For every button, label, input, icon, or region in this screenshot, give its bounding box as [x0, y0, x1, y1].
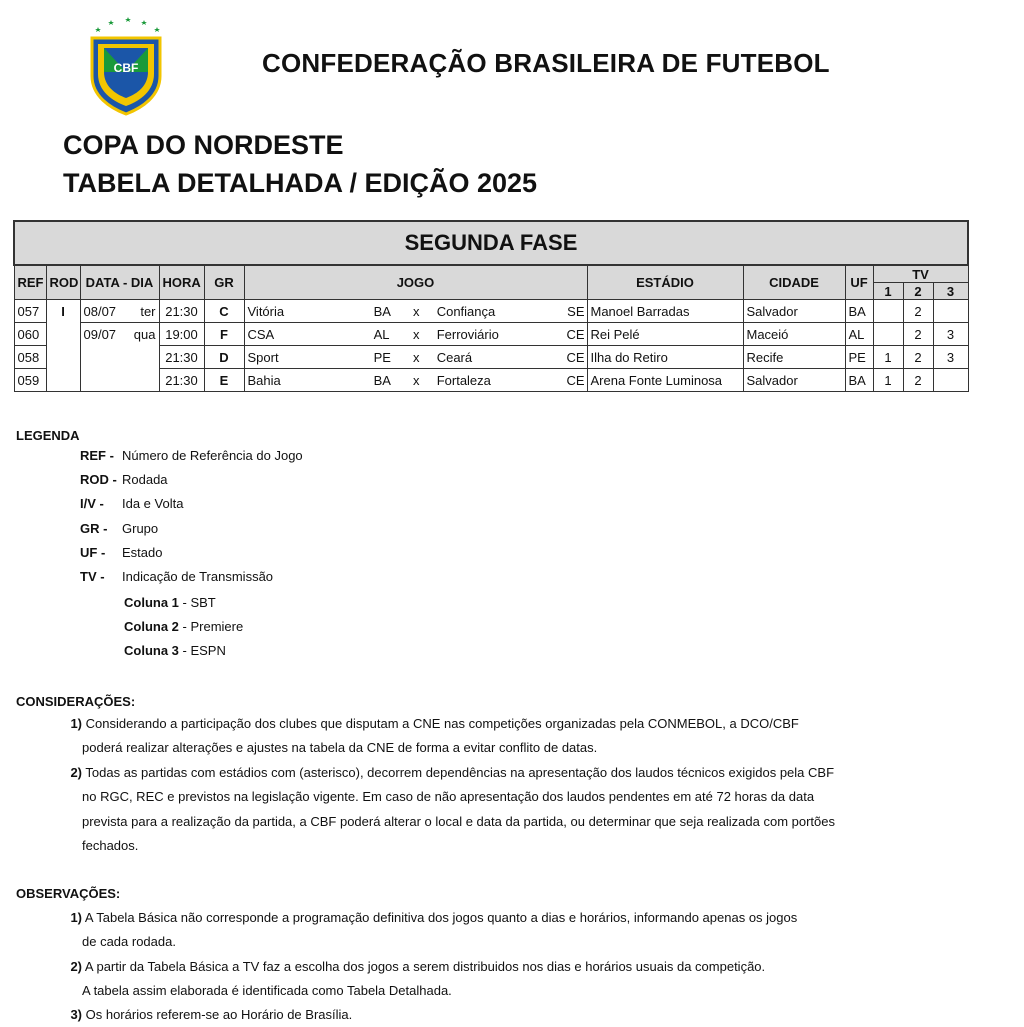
home-team: Vitória — [247, 303, 285, 319]
legend-text: Grupo — [122, 521, 159, 536]
organization-name: CONFEDERAÇÃO BRASILEIRA DE FUTEBOL — [262, 48, 830, 78]
cell-estadio: Ilha do Retiro — [587, 346, 743, 369]
cell-cidade: Maceió — [743, 323, 845, 346]
col-gr: GR — [204, 265, 244, 300]
col-ref: REF — [14, 265, 46, 300]
observacoes-heading: OBSERVAÇÕES: — [16, 886, 121, 901]
cell-uf: BA — [845, 369, 873, 392]
cell-estadio: Manoel Barradas — [587, 300, 743, 323]
observacao-item — [60, 906, 960, 955]
item-line: Os horários referem-se ao Horário de Brasília. — [85, 1007, 353, 1022]
date-value: 08/07 — [83, 303, 117, 319]
cell-rod: I — [46, 300, 80, 323]
schedule-table — [13, 220, 969, 392]
legenda-heading: LEGENDA — [16, 428, 80, 443]
away-team: Ceará — [436, 349, 473, 365]
cell-hora: 21:30 — [159, 346, 204, 369]
versus: x — [413, 372, 420, 388]
cell-hora: 21:30 — [159, 300, 204, 323]
logo-text: CBF — [113, 61, 139, 75]
col-jogo: JOGO — [244, 265, 587, 300]
cell-ref: 058 — [14, 346, 46, 369]
cell-tv-2: 2 — [903, 346, 933, 369]
cell-tv-1: 1 — [873, 369, 903, 392]
cell-tv-2: 2 — [903, 323, 933, 346]
legend-item — [80, 569, 273, 584]
item-number: 1) — [70, 910, 82, 925]
versus: x — [413, 349, 420, 365]
legend-key: GR - — [80, 521, 108, 536]
col-hora: HORA — [159, 265, 204, 300]
col-tv: TV — [873, 265, 968, 283]
tv-column-item — [124, 643, 226, 658]
item-line: prevista para a realização da partida, a CBF poderá alterar o local e data da partida, ou determinar que seja realizada com portões — [82, 813, 835, 829]
tv-column-label: Coluna 3 — [124, 643, 179, 658]
home-team: CSA — [247, 326, 275, 342]
legend-item — [80, 472, 168, 487]
item-line: Considerando a participação dos clubes que disputam a CNE nas competições organizadas pela CONMEBOL, a DCO/CBF — [85, 716, 799, 731]
cell-ref: 060 — [14, 323, 46, 346]
table-row — [14, 346, 968, 369]
item-line: no RGC, REC e previstos na legislação vigente. Em caso de não apresentação dos laudos pendentes em até 72 horas da data — [82, 789, 815, 805]
cell-hora: 21:30 — [159, 369, 204, 392]
col-estadio: ESTÁDIO — [587, 265, 743, 300]
home-team: Sport — [247, 349, 279, 365]
legend-text: Ida e Volta — [122, 496, 184, 511]
away-team: Fortaleza — [436, 372, 491, 388]
home-team: Bahia — [247, 372, 281, 388]
tv-column-label: Coluna 2 — [124, 619, 179, 634]
legend-text: Número de Referência do Jogo — [122, 448, 303, 463]
legend-text: Estado — [122, 545, 163, 560]
document-subtitle: TABELA DETALHADA / EDIÇÃO 2025 — [63, 168, 538, 198]
observacao-item — [60, 1003, 960, 1027]
legend-key: TV - — [80, 569, 105, 584]
cell-uf: BA — [845, 300, 873, 323]
legend-key: I/V - — [80, 496, 104, 511]
cell-estadio: Rei Pelé — [587, 323, 743, 346]
legend-text: Indicação de Transmissão — [122, 569, 274, 584]
item-number: 2) — [70, 765, 82, 780]
col-tv-1: 1 — [873, 283, 903, 300]
item-line: A Tabela Básica não corresponde a programação definitiva dos jogos quanto a dias e horários, informando apenas os jogos — [84, 910, 798, 925]
phase-title: SEGUNDA FASE — [14, 221, 968, 265]
cell-jogo — [244, 323, 587, 346]
cell-tv-3: 3 — [933, 346, 968, 369]
cell-rod-empty — [46, 323, 80, 392]
home-uf: BA — [373, 372, 391, 388]
cell-date-empty — [80, 346, 159, 392]
cell-date — [80, 323, 159, 346]
cell-gr: D — [204, 346, 244, 369]
item-line: fechados. — [82, 837, 139, 853]
cell-jogo — [244, 346, 587, 369]
legend-item — [80, 521, 158, 536]
item-number: 1) — [70, 716, 82, 731]
legend-key: REF - — [80, 448, 114, 463]
cell-cidade: Recife — [743, 346, 845, 369]
consideracoes-heading: CONSIDERAÇÕES: — [16, 694, 136, 709]
legend-item — [80, 545, 162, 560]
cell-jogo — [244, 369, 587, 392]
day-value: qua — [133, 326, 156, 342]
item-number: 3) — [70, 1007, 82, 1022]
col-tv-2: 2 — [903, 283, 933, 300]
cell-tv-2: 2 — [903, 369, 933, 392]
home-uf: BA — [373, 303, 391, 319]
cell-tv-1 — [873, 300, 903, 323]
tv-column-item — [124, 595, 216, 610]
away-team: Ferroviário — [436, 326, 499, 342]
tv-column-text: - ESPN — [178, 643, 226, 658]
away-uf: CE — [566, 372, 585, 388]
legend-key: ROD - — [80, 472, 117, 487]
cell-gr: E — [204, 369, 244, 392]
table-row — [14, 323, 968, 346]
observacao-item — [60, 955, 960, 1004]
cell-tv-3: 3 — [933, 323, 968, 346]
cell-gr: C — [204, 300, 244, 323]
tv-column-label: Coluna 1 — [124, 595, 179, 610]
col-data-dia: DATA - DIA — [80, 265, 159, 300]
day-value: ter — [140, 303, 156, 319]
item-line: poderá realizar alterações e ajustes na tabela da CNE de forma a evitar conflito de datas. — [82, 740, 598, 756]
tv-column-text: - Premiere — [178, 619, 244, 634]
cell-jogo — [244, 300, 587, 323]
consideracao-item — [60, 712, 960, 761]
home-uf: AL — [373, 326, 390, 342]
cell-tv-2: 2 — [903, 300, 933, 323]
date-value: 09/07 — [83, 326, 117, 342]
cell-date — [80, 300, 159, 323]
away-uf: CE — [566, 326, 585, 342]
item-line: Todas as partidas com estádios com (asterisco), decorrem dependências na apresentação dos laudos técnicos exigidos pela CBF — [85, 765, 835, 780]
versus: x — [413, 326, 420, 342]
col-rod: ROD — [46, 265, 80, 300]
item-line: de cada rodada. — [82, 934, 176, 950]
cell-estadio: Arena Fonte Luminosa — [587, 369, 743, 392]
cell-gr: F — [204, 323, 244, 346]
cell-tv-1 — [873, 323, 903, 346]
col-uf: UF — [845, 265, 873, 300]
versus: x — [413, 303, 420, 319]
cell-hora: 19:00 — [159, 323, 204, 346]
cell-tv-3 — [933, 369, 968, 392]
col-cidade: CIDADE — [743, 265, 845, 300]
item-number: 2) — [70, 959, 82, 974]
competition-title: COPA DO NORDESTE — [63, 130, 344, 160]
cell-uf: AL — [845, 323, 873, 346]
legend-text: Rodada — [122, 472, 168, 487]
item-line: A tabela assim elaborada é identificada como Tabela Detalhada. — [82, 983, 452, 999]
cell-tv-1: 1 — [873, 346, 903, 369]
cell-ref: 059 — [14, 369, 46, 392]
legend-item — [80, 448, 303, 463]
cell-cidade: Salvador — [743, 300, 845, 323]
legend-key: UF - — [80, 545, 106, 560]
tv-column-text: - SBT — [178, 595, 216, 610]
cell-uf: PE — [845, 346, 873, 369]
tv-column-item — [124, 619, 243, 634]
away-uf: CE — [566, 349, 585, 365]
cell-tv-3 — [933, 300, 968, 323]
away-uf: SE — [567, 303, 585, 319]
item-line: A partir da Tabela Básica a TV faz a escolha dos jogos a serem distribuidos nos dias e horários usuais da competição. — [84, 959, 766, 974]
away-team: Confiança — [436, 303, 496, 319]
cell-ref: 057 — [14, 300, 46, 323]
col-tv-3: 3 — [933, 283, 968, 300]
home-uf: PE — [373, 349, 391, 365]
cbf-logo — [84, 14, 168, 118]
table-row — [14, 300, 968, 323]
cell-cidade: Salvador — [743, 369, 845, 392]
legend-item — [80, 496, 183, 511]
consideracao-item — [60, 761, 960, 858]
